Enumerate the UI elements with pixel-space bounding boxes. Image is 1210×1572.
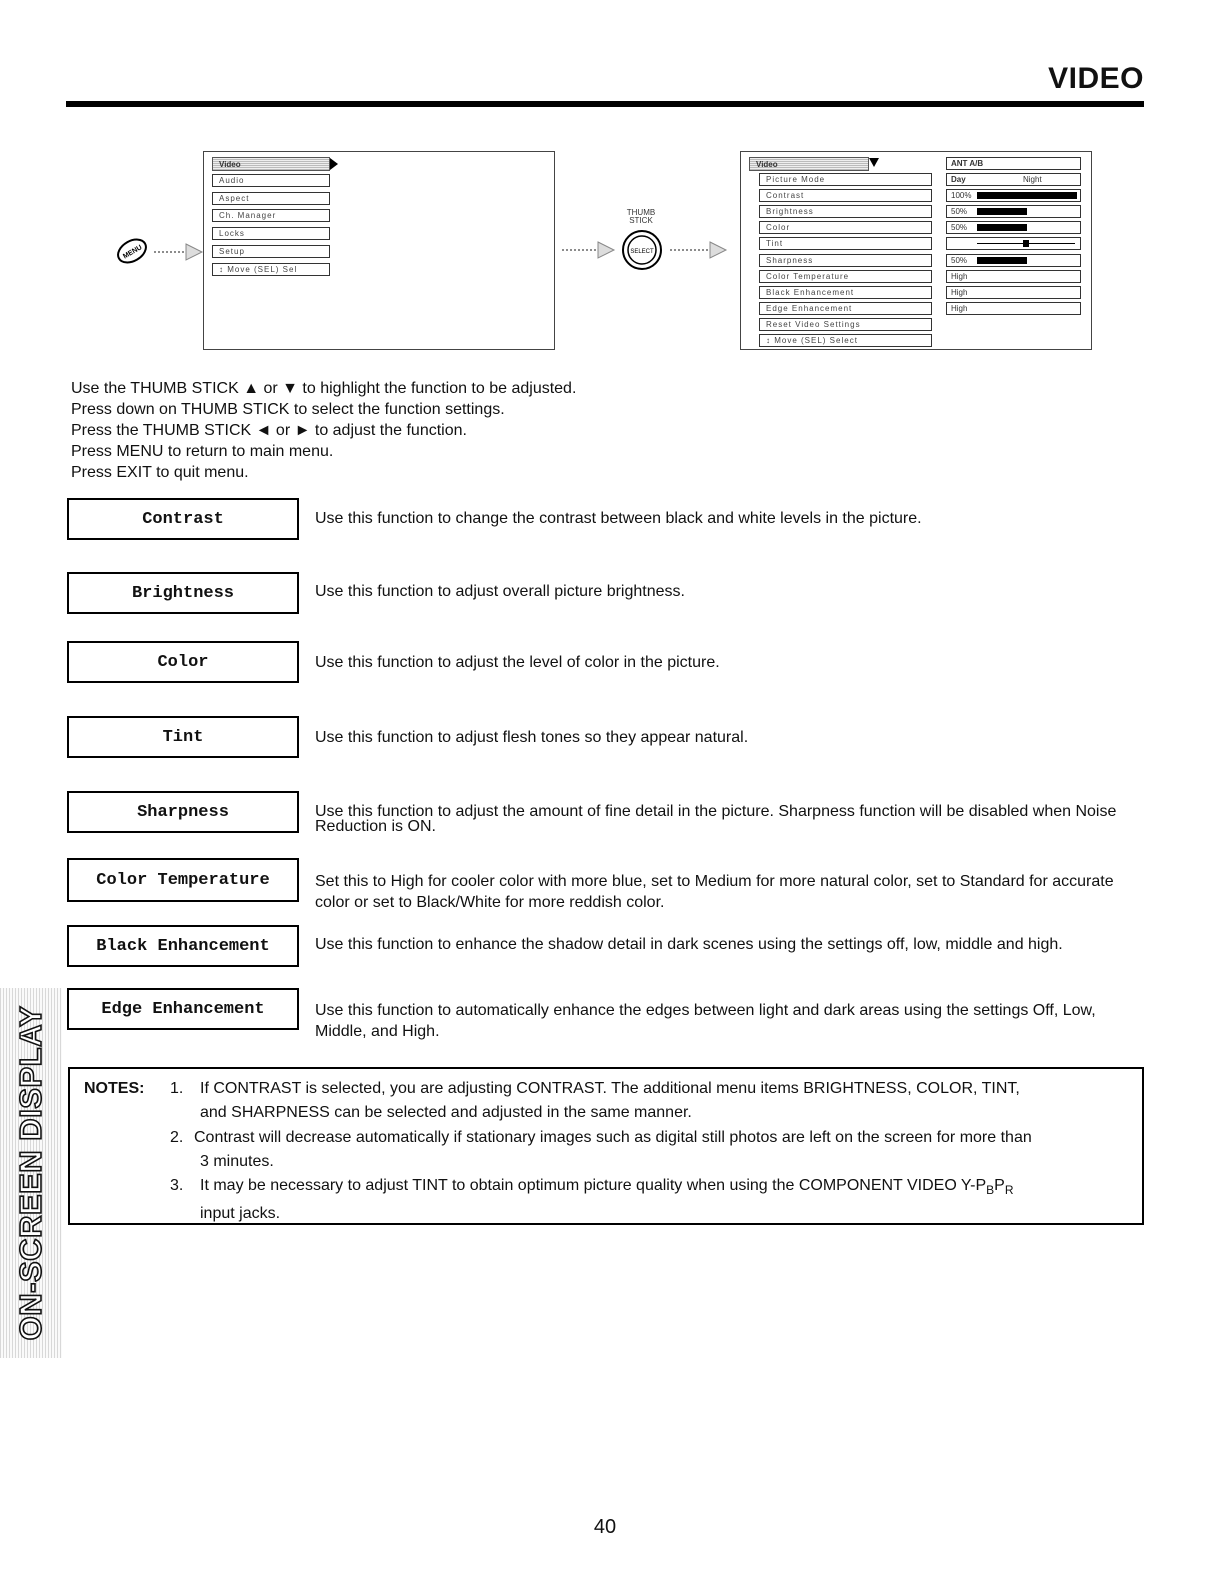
- menu-item-contrast[interactable]: Contrast: [759, 189, 932, 202]
- tint-slider[interactable]: [946, 237, 1081, 250]
- thumb-stick-icon[interactable]: [620, 228, 664, 272]
- function-box-brightness: Brightness: [67, 572, 299, 614]
- instruction-line: Press MENU to return to main menu.: [71, 443, 334, 460]
- function-desc-color: Use this function to adjust the level of color in the picture.: [315, 654, 720, 671]
- notes-label: NOTES:: [84, 1080, 145, 1097]
- thumb-stick-label: THUMB STICK: [626, 208, 656, 225]
- function-desc-contrast: Use this function to change the contrast between black and white levels in the picture.: [315, 510, 922, 527]
- function-box-tint: Tint: [67, 716, 299, 758]
- tint-marker: [1023, 240, 1029, 247]
- menu-item-brightness[interactable]: Brightness: [759, 205, 932, 218]
- function-desc-color-temperature: Set this to High for cooler color with more blue, set to Medium for more natural color, set to Standard for accurate color or set to Black/White for more reddish color.: [315, 873, 1114, 911]
- main-menu-header: Video: [212, 157, 330, 171]
- function-box-color: Color: [67, 641, 299, 683]
- function-box-contrast: Contrast: [67, 498, 299, 540]
- menu-item-tint[interactable]: Tint: [759, 237, 932, 250]
- menu-button-icon: [113, 236, 155, 266]
- menu-item-sharpness[interactable]: Sharpness: [759, 254, 932, 267]
- note-number: 1.: [170, 1080, 184, 1097]
- video-menu-footer: ↕ Move (SEL) Select: [759, 334, 932, 347]
- edge-enhancement-value[interactable]: High: [946, 302, 1081, 315]
- menu-item-picture-mode[interactable]: Picture Mode: [759, 173, 932, 186]
- menu-item-aspect[interactable]: Aspect: [212, 192, 330, 205]
- note-number: 2.: [170, 1129, 184, 1146]
- video-menu-screen: [740, 151, 1092, 350]
- function-box-sharpness: Sharpness: [67, 791, 299, 833]
- sharpness-slider[interactable]: 50%: [946, 254, 1081, 267]
- instruction-line: Press EXIT to quit menu.: [71, 464, 249, 481]
- brightness-bar-fill: [977, 208, 1027, 215]
- contrast-slider[interactable]: 100%: [946, 189, 1081, 202]
- black-enhancement-value[interactable]: High: [946, 286, 1081, 299]
- note-number: 3.: [170, 1177, 184, 1194]
- menu-item-ch-manager[interactable]: Ch. Manager: [212, 209, 330, 222]
- instruction-line: Press down on THUMB STICK to select the function settings.: [71, 401, 505, 418]
- notes-box: [68, 1067, 1144, 1225]
- picture-mode-value[interactable]: Day Night: [946, 173, 1081, 186]
- function-desc-sharpness: Use this function to adjust the amount of fine detail in the picture. Sharpness function will be disabled when Noise Reduction is ON.: [315, 803, 1117, 835]
- instructions: [71, 378, 971, 483]
- side-tab: [0, 988, 62, 1358]
- menu-item-locks[interactable]: Locks: [212, 227, 330, 240]
- source-label: ANT A/B: [946, 157, 1081, 170]
- submenu-arrow-icon: [330, 158, 338, 170]
- color-bar-fill: [977, 224, 1027, 231]
- arrow-right-icon: [560, 240, 620, 260]
- contrast-bar-fill: [977, 192, 1077, 199]
- function-box-color-temperature: Color Temperature: [67, 858, 299, 902]
- brightness-slider[interactable]: 50%: [946, 205, 1081, 218]
- menu-item-color[interactable]: Color: [759, 221, 932, 234]
- function-box-edge-enhancement: Edge Enhancement: [67, 988, 299, 1030]
- thumb-stick-button-label: SELECT: [630, 249, 654, 255]
- instruction-line: Press the THUMB STICK ◄ or ► to adjust the function.: [71, 422, 467, 439]
- note-item: It may be necessary to adjust TINT to obtain optimum picture quality when using the COMPONENT VIDEO $Y-P_BP_R$ input jacks.: [200, 1177, 1014, 1223]
- menu-item-edge-enhancement[interactable]: Edge Enhancement: [759, 302, 932, 315]
- function-desc-edge-enhancement: Use this function to automatically enhance the edges between light and dark areas using the settings Off, Low, Middle, and High.: [315, 1002, 1096, 1040]
- note-item: If CONTRAST is selected, you are adjusting CONTRAST. The additional menu items BRIGHTNESS, COLOR, TINT, and SHARPNESS can be selected and adjusted in the same manner.: [200, 1080, 1020, 1121]
- arrow-right-icon: [668, 240, 732, 260]
- function-desc-tint: Use this function to adjust flesh tones so they appear natural.: [315, 729, 749, 746]
- title-rule: [66, 101, 1144, 107]
- color-temperature-value[interactable]: High: [946, 270, 1081, 283]
- color-slider[interactable]: 50%: [946, 221, 1081, 234]
- menu-item-setup[interactable]: Setup: [212, 245, 330, 258]
- menu-button-label: MENU: [122, 244, 144, 261]
- note-item: Contrast will decrease automatically if stationary images such as digital still photos are left on the screen for more than 3 minutes.: [194, 1129, 1032, 1170]
- function-box-black-enhancement: Black Enhancement: [67, 925, 299, 967]
- function-desc-brightness: Use this function to adjust overall picture brightness.: [315, 583, 685, 600]
- menu-item-audio[interactable]: Audio: [212, 174, 330, 187]
- page-title: VIDEO: [1048, 62, 1144, 95]
- submenu-arrow-icon: [869, 158, 879, 168]
- side-tab-label: ON-SCREEN DISPLAY: [13, 1005, 48, 1341]
- sharpness-bar-fill: [977, 257, 1027, 264]
- arrow-right-icon: [152, 242, 206, 262]
- video-menu-header: Video: [749, 157, 869, 171]
- main-menu-footer: ↕ Move (SEL) Sel: [212, 263, 330, 276]
- function-desc-black-enhancement: Use this function to enhance the shadow detail in dark scenes using the settings off, low, middle and high.: [315, 936, 1063, 953]
- menu-item-black-enhancement[interactable]: Black Enhancement: [759, 286, 932, 299]
- menu-item-color-temperature[interactable]: Color Temperature: [759, 270, 932, 283]
- page-number: 40: [593, 1516, 617, 1538]
- instruction-line: Use the THUMB STICK ▲ or ▼ to highlight the function to be adjusted.: [71, 380, 577, 397]
- main-menu-screen: [203, 151, 555, 350]
- menu-item-reset-video-settings[interactable]: Reset Video Settings: [759, 318, 932, 331]
